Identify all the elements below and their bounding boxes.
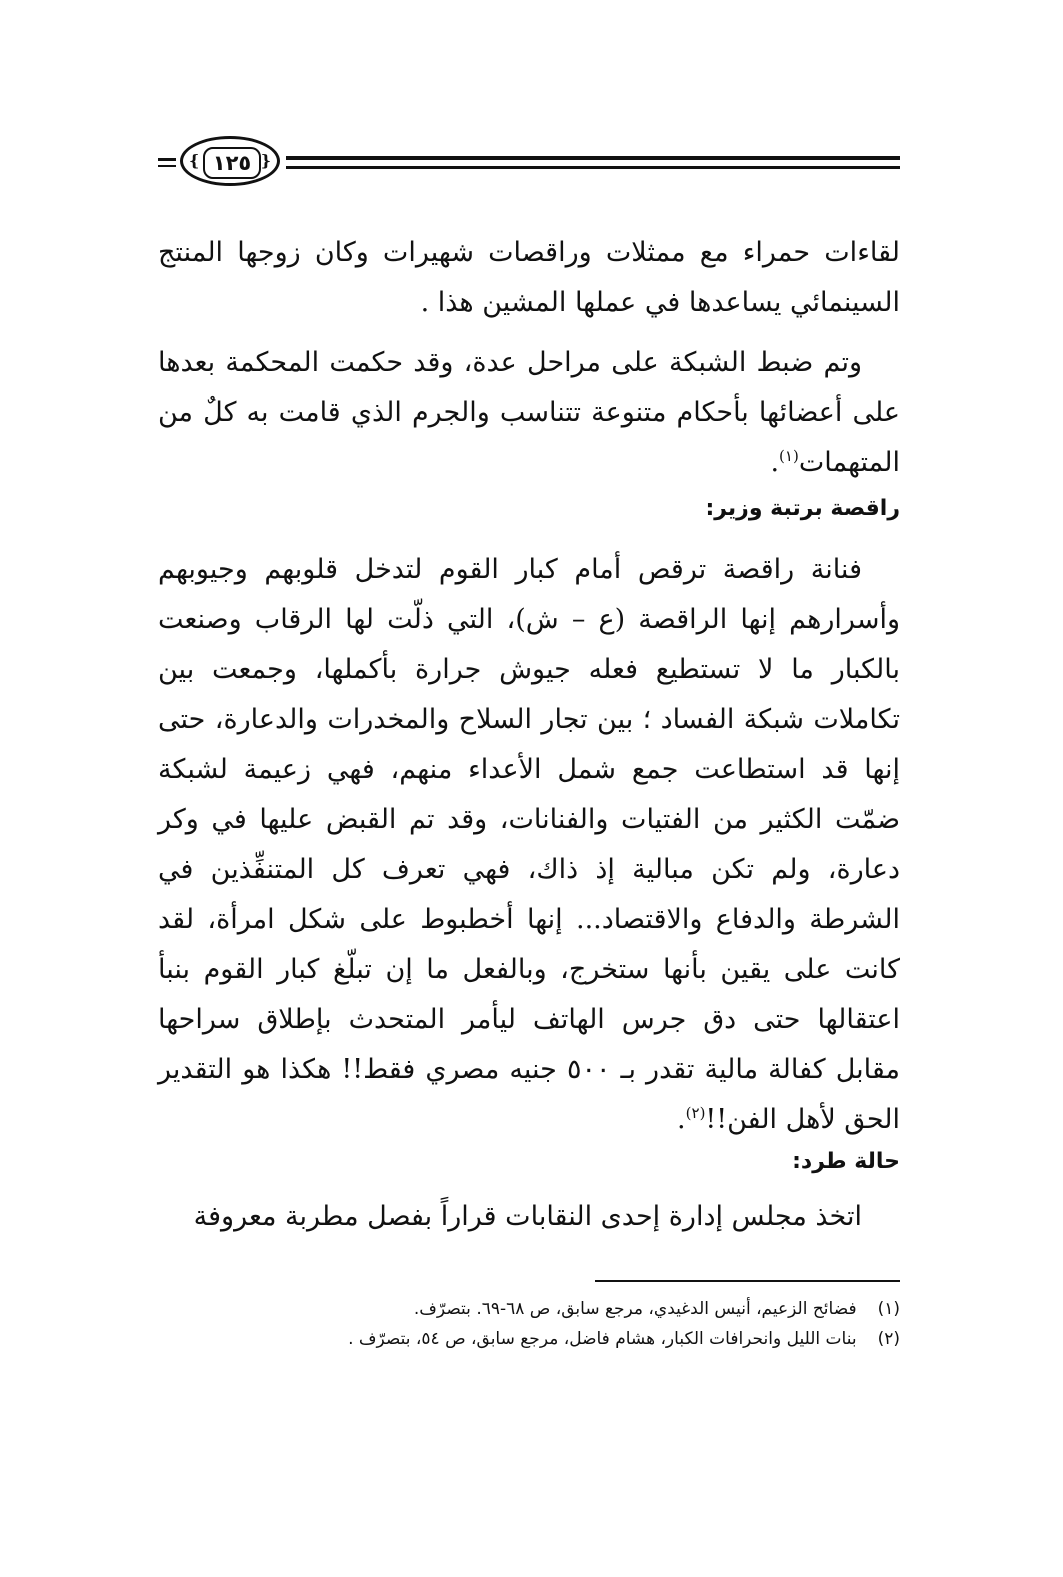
footnote-number: (١)	[877, 1299, 900, 1319]
paragraph-2-text	[158, 338, 900, 488]
ornament-left-icon: {	[189, 151, 200, 170]
paragraph-3	[158, 545, 900, 1145]
page-header	[158, 132, 900, 192]
paragraph-2-end: .	[770, 447, 780, 478]
paragraph-3-end: .	[677, 1104, 686, 1135]
paragraph-3-text	[158, 545, 900, 1145]
book-page	[158, 0, 900, 1577]
footnote-item	[158, 1324, 900, 1354]
paragraph-4	[158, 1192, 900, 1242]
paragraph-2-body: وتم ضبط الشبكة على مراحل عدة، وقد حكمت المحكمة بعدها على أعضائها بأحكام متنوعة تتناسب والجرم الذي قامت به كلٌ من المتهمات	[158, 347, 900, 478]
footnote-separator	[595, 1280, 900, 1282]
footnote-text: بنات الليل وانحرافات الكبار، هشام فاضل، مرجع سابق، ص ٥٤، بتصرّف .	[348, 1329, 857, 1349]
section-heading-2: حالة طرد:	[792, 1149, 900, 1174]
footnote-ref-1: (١)	[779, 447, 799, 465]
header-rule-left	[158, 158, 176, 167]
page-number-badge	[180, 136, 280, 186]
paragraph-4-text: اتخذ مجلس إدارة إحدى النقابات قراراً بفصل مطربة معروفة	[193, 1201, 862, 1232]
paragraph-2	[158, 338, 900, 488]
paragraph-1-text: لقاءات حمراء مع ممثلات وراقصات شهيرات وكان زوجها المنتج السينمائي يساعدها في عملها المشين هذا .	[158, 237, 900, 318]
page-number: ١٢٥	[203, 147, 261, 179]
footnote-text: فضائح الزعيم، أنيس الدغيدي، مرجع سابق، ص ٦٨-٦٩. بتصرّف.	[413, 1299, 857, 1319]
paragraph-3-body: فنانة راقصة ترقص أمام كبار القوم لتدخل قلوبهم وجيوبهم وأسرارهم إنها الراقصة (ع – ش)، التي ذلّت لها الرقاب وصنعت بالكبار ما لا تستطيع فعله جيوش جرارة بأكملها، وجمعت بين تكاملات شبكة الفساد ؛ بين تجار السلاح والمخدرات والدعارة، حتى إنها قد استطاعت جمع شمل الأعداء منهم، فهي زعيمة لشبكة ضمّت الكثير من الفتيات والفنانات، وقد تم القبض عليها في وكر دعارة، ولم تكن مبالية إذ ذاك، فهي تعرف كل المتنفِّذين في الشرطة والدفاع والاقتصاد... إنها أخطبوط على شكل امرأة، لقد كانت على يقين بأنها ستخرج، وبالفعل ما إن تبلّغ كبار القوم بنبأ اعتقالها حتى دق جرس الهاتف ليأمر المتحدث بإطلاق سراحها مقابل كفالة مالية تقدر بـ ٥٠٠ جنيه مصري فقط!! هكذا هو التقدير الحق لأهل الفن!!	[158, 554, 900, 1135]
footnotes	[158, 1294, 900, 1354]
section-heading-1: راقصة برتبة وزير:	[705, 496, 900, 521]
ornament-right-icon: }	[260, 151, 271, 170]
footnote-ref-2: (٢)	[685, 1104, 706, 1122]
footnote-number: (٢)	[877, 1329, 900, 1349]
paragraph-1	[158, 228, 900, 328]
header-rule-right	[286, 156, 900, 169]
footnote-item	[158, 1294, 900, 1324]
